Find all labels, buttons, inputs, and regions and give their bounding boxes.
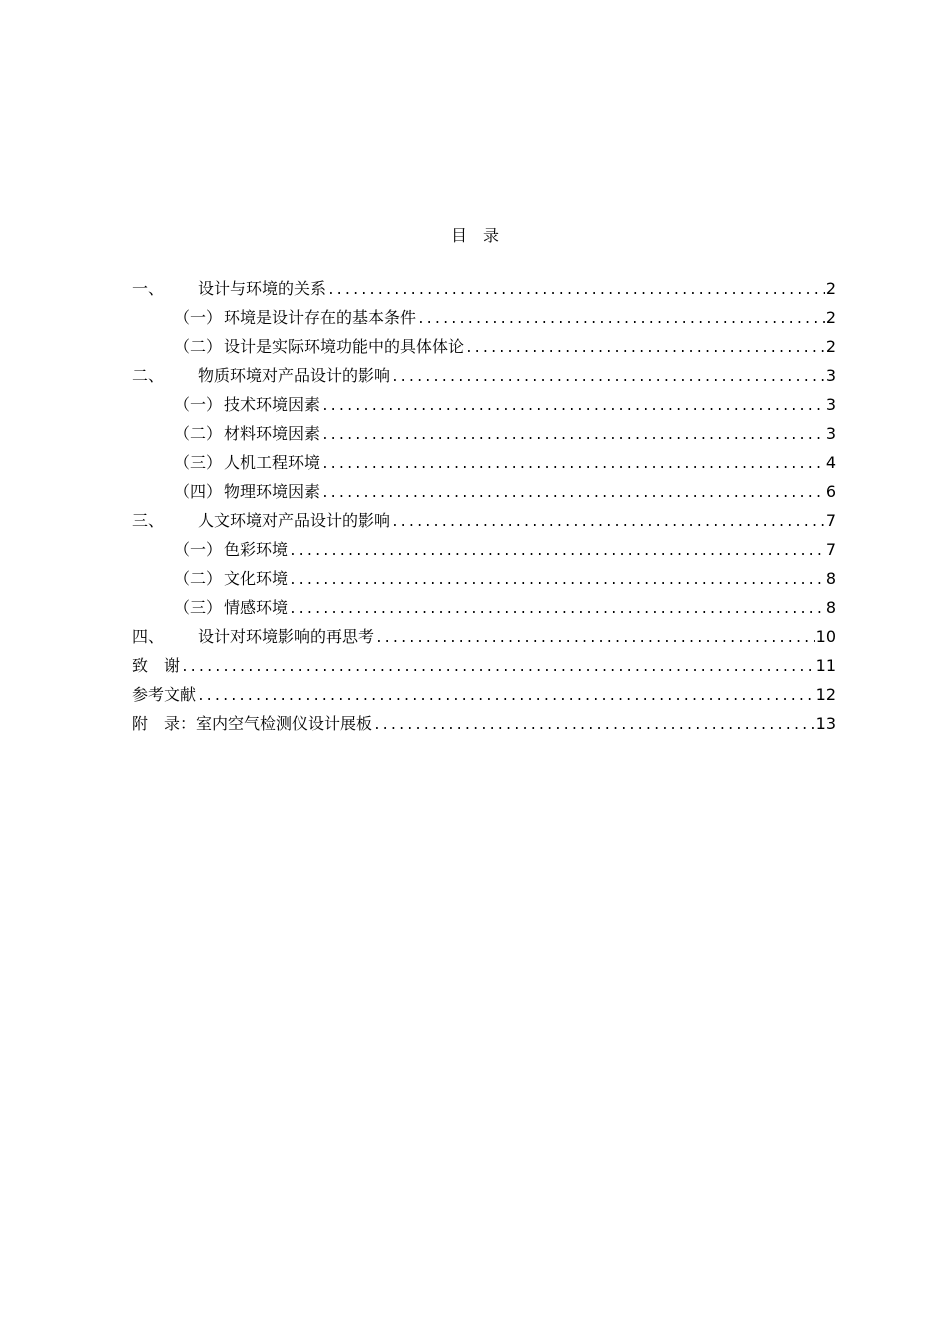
toc-entry-number: （一） — [174, 308, 223, 327]
toc-entry-title: 设计是实际环境功能中的具体体论 — [224, 337, 465, 356]
toc-entry-title: 物理环境因素 — [224, 482, 321, 501]
toc-entry-number: 三、 — [132, 511, 165, 530]
page-title: 目 录 — [450, 226, 499, 245]
toc-entry-page: 3 — [825, 366, 836, 385]
toc-entry[interactable] — [132, 564, 836, 593]
toc-entry-title: 色彩环境 — [224, 540, 289, 559]
dot-leader — [327, 276, 825, 305]
dot-leader — [289, 566, 825, 595]
toc-entry[interactable] — [132, 709, 836, 738]
dot-leader — [321, 421, 825, 450]
toc-entry-title: 参考文献 — [132, 685, 197, 704]
toc-entry-page: 7 — [825, 540, 836, 559]
toc-entry-number: 四、 — [132, 627, 165, 646]
toc-entry-title: 设计对环境影响的再思考 — [198, 627, 375, 646]
dot-leader — [289, 595, 825, 624]
toc-entry-page: 7 — [825, 511, 836, 530]
dot-leader — [391, 363, 825, 392]
toc-entry-title: 物质环境对产品设计的影响 — [198, 366, 391, 385]
toc-entry[interactable] — [132, 680, 836, 709]
toc-entry[interactable] — [132, 506, 836, 535]
toc-entry-number: （二） — [174, 337, 223, 356]
dot-leader — [321, 392, 825, 421]
dot-leader — [375, 624, 815, 653]
toc-entry-page: 8 — [825, 598, 836, 617]
toc-entry-title: 人机工程环境 — [224, 453, 321, 472]
toc-entry-page: 2 — [825, 308, 836, 327]
toc-entry-number: （二） — [174, 569, 223, 588]
toc-entry-number: （三） — [174, 453, 223, 472]
toc-entry-page: 13 — [815, 714, 836, 733]
toc-entry[interactable] — [132, 419, 836, 448]
toc-entry-title: 情感环境 — [224, 598, 289, 617]
dot-leader — [417, 305, 825, 334]
dot-leader — [181, 653, 815, 682]
toc-entry[interactable] — [132, 593, 836, 622]
toc-entry-title: 材料环境因素 — [224, 424, 321, 443]
toc-entry[interactable] — [132, 361, 836, 390]
toc-entry-page: 3 — [825, 424, 836, 443]
toc-entry[interactable] — [132, 477, 836, 506]
toc-entry[interactable] — [132, 332, 836, 361]
toc-entry[interactable] — [132, 622, 836, 651]
toc-entry-number: 二、 — [132, 366, 165, 385]
toc-entry-page: 12 — [815, 685, 836, 704]
toc-entry-number: （一） — [174, 540, 223, 559]
toc-entry[interactable] — [132, 448, 836, 477]
toc-entry-title: 附 录：室内空气检测仪设计展板 — [132, 714, 373, 733]
toc-entry-page: 8 — [825, 569, 836, 588]
toc-entry-page: 10 — [815, 627, 836, 646]
toc-entry-title: 致 谢 — [132, 656, 181, 675]
dot-leader — [373, 711, 815, 740]
dot-leader — [197, 682, 815, 711]
toc-entry[interactable] — [132, 390, 836, 419]
toc-entry-number: 一、 — [132, 279, 165, 298]
dot-leader — [321, 479, 825, 508]
dot-leader — [321, 450, 825, 479]
toc-entry-number: （四） — [174, 482, 223, 501]
toc-entry-page: 6 — [825, 482, 836, 501]
toc-entry[interactable] — [132, 535, 836, 564]
toc-entry-title: 环境是设计存在的基本条件 — [224, 308, 417, 327]
toc-entry-title: 人文环境对产品设计的影响 — [198, 511, 391, 530]
table-of-contents — [132, 274, 836, 738]
toc-entry-number: （三） — [174, 598, 223, 617]
toc-entry-number: （一） — [174, 395, 223, 414]
toc-entry-title: 文化环境 — [224, 569, 289, 588]
toc-entry-title: 技术环境因素 — [224, 395, 321, 414]
toc-entry-page: 11 — [815, 656, 836, 675]
toc-entry-title: 设计与环境的关系 — [198, 279, 327, 298]
dot-leader — [465, 334, 825, 363]
toc-entry-page: 2 — [825, 337, 836, 356]
toc-entry[interactable] — [132, 651, 836, 680]
toc-entry[interactable] — [132, 303, 836, 332]
dot-leader — [289, 537, 825, 566]
toc-entry-number: （二） — [174, 424, 223, 443]
toc-entry-page: 4 — [825, 453, 836, 472]
toc-entry-page: 3 — [825, 395, 836, 414]
toc-entry[interactable] — [132, 274, 836, 303]
dot-leader — [391, 508, 825, 537]
toc-entry-page: 2 — [825, 279, 836, 298]
